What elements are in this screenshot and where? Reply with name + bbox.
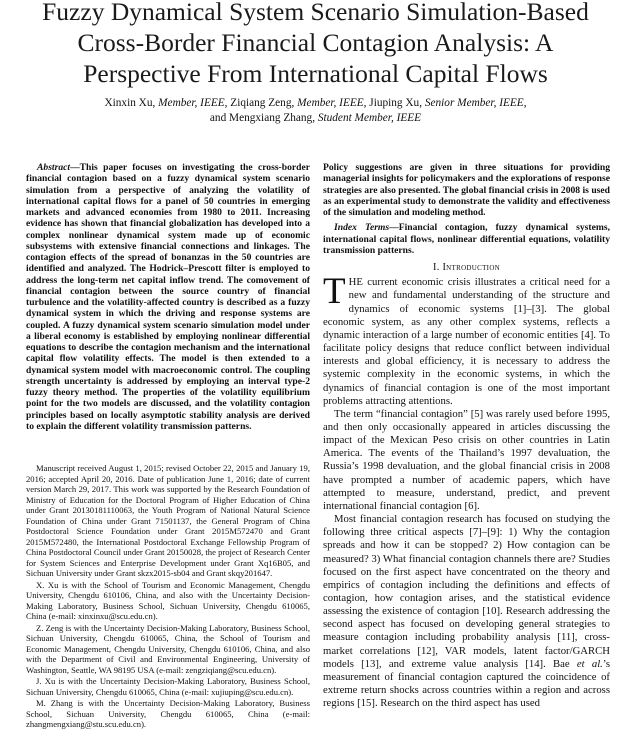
- title-line-3: Perspective From International Capital Flows: [83, 59, 548, 88]
- drop-cap: T: [323, 271, 346, 313]
- lead-word: HE: [348, 276, 363, 289]
- intro-paragraph-3-text-a: Most financial contagion research has focused on studying the following three critical aspects [7]–[9]: 1) Why the contagion spreads and how it can be stopped? 2) How contagion can be measured? 3) What financial contagion channels there are? Studies focused on the first aspect have concentrated on the theory and empirics of contagion including the definitions and effects of contagion, how contagion arises, and the statistical evidence assessing the existence of contagion [10]. Research addressing the second aspect has focused on developing general strategies to measure contagion including probability analysis [11], cross-market correlations [12], VAR models, latent factor/GARCH models [13], and extreme value analysis [14]. Bae: [323, 513, 610, 670]
- abstract-continued: Policy suggestions are given in three situations for providing managerial insights for policymakers and the explorations of response strategies are also presented. The global financial crisis in 2008 is used as an experimental study to demonstrate the validity and effectiveness of the simulation and modeling method.: [323, 162, 610, 218]
- author-line-2: [0, 111, 631, 126]
- footnote-author-2: Z. Zeng is with the Uncertainty Decision-Making Laboratory, Business School, Sichuan University, Chengdu 610065, China, the School of Tourism and Economic Management, Chengdu University, Chengdu 610106, China, and also with the Department of Civil and Environmental Engineering, University of Washington, Seattle, WA 98195 USA (e-mail: zengziqiang@scu.edu.cn).: [26, 622, 310, 675]
- author-zeng: , Ziqiang Zeng,: [224, 97, 298, 109]
- index-terms-text: —Financial contagion, fuzzy dynamical systems, international capital flows, nonlinear differential equations, volatility transmission patterns.: [323, 222, 610, 256]
- author-role: Student Member, IEEE: [317, 112, 422, 124]
- footnote-author-4: M. Zhang is with the Uncertainty Decision-Making Laboratory, Business School, Sichuan University, Chengdu 610065, China (e-mail: zhangmengxiang@stu.scu.edu.cn).: [26, 698, 310, 729]
- author-line-1: [0, 96, 631, 111]
- abstract-text: —This paper focuses on investigating the cross-border financial contagion based on a fuzzy dynamical system scenario simulation from a perspective of analyzing the volatility of international capital flows for a panel of 50 countries in emerging markets and advanced economies from 1980 to 2011. Increasing evidence has shown that financial globalization has developed into a complex nonlinear dynamical system made up of economic subsystems with extensive financial connections and linkages. The contagion effects of the spread of bonanzas in the 50 countries are identified and analyzed. The Hodrick–Prescott filter is employed to address the long-term net capital inflow trend. The comovement of financial contagion between the source country of financial turbulence and the volatility-affected country is described as a fuzzy dynamical system in which the driving and response systems are coupled. A fuzzy dynamical system scenario simulation model under a liberal economy is established by employing nonlinear differential equations to describe the contagion mechanism and the international capital flow volatility effects. The model is then extended to a dynamical system model with macroeconomic control. The coupling strength uncertainty is addressed by employing an interval type-2 fuzzy theory method. The properties of the volatility equilibrium point for the two models are discussed, and the volatility contagion principles based on locally asymptotic stability analysis are derived to explain the different volatility transmission patterns.: [26, 162, 310, 432]
- intro-paragraph-1-text: current economic crisis illustrates a critical need for a new and fundamental understanding of the structure and dynamics of economic systems [1]–[3]. The global economic system, as any other complex systems, reflects a dynamic interaction of a large number of economic entities [4]. To facilitate policy designs that reduce conflict between individual interests and global efficiency, it is necessary to address the systemic complexity in the economic systems, in which the dynamics of financial contagion is one of the most important problems attracting attentions.: [323, 276, 610, 407]
- section-heading: I. Introduction: [432, 262, 501, 273]
- author-role: Member, IEEE: [297, 97, 364, 109]
- intro-paragraph-3-emphasis: et al.: [576, 657, 603, 670]
- paper-title: [0, 0, 631, 89]
- footnote-manuscript: Manuscript received August 1, 2015; revised October 22, 2015 and January 19, 2016; accepted April 20, 2016. Date of publication June 1, 2016; date of current version March 29, 2017. This work was supported by the Research Foundation of Ministry of Education for the Doctoral Program of Higher Education of China under Grant 20130181110063, the Youth Program of National Natural Science Foundation of China under Grant 71501137, the General Program of China Postdoctoral Science Foundation under Grant 2015M572470 and Grant 2015M572480, the International Postdoctoral Exchange Fellowship Program of China Postdoctoral Council under Grant 20150028, the project of Research Center for System Sciences and Enterprise Development under Grant Xq16B05, and Sichuan University under Grant skzx2015-sb04 and Grant skqy201647.: [26, 463, 310, 578]
- author-role: Senior Member, IEEE: [424, 97, 524, 109]
- footnote-author-1: X. Xu is with the School of Tourism and Economic Management, Chengdu University, Chengdu 610106, China, and also with the Uncertainty Decision-Making Laboratory, Business School, Sichuan University, Chengdu 610065, China (e-mail: xinxinxu@scu.edu.cn).: [26, 579, 310, 621]
- intro-paragraph-2: The term “financial contagion” [5] was rarely used before 1995, and then only occasionally appeared in articles discussing the impact of the Mexican Peso crisis on other countries in Latin America. The events of the Thailand’s 1997 devaluation, the Russia’s 1998 devaluation, and the global financial crisis in 2008 have prompted a number of academic papers, which have attempted to measure, understand, predict, and prevent international financial contagion [6].: [323, 407, 610, 512]
- right-column: [323, 162, 610, 710]
- title-line-2: Cross-Border Financial Contagion Analysis: A: [77, 28, 554, 57]
- author-zhang: and Mengxiang Zhang,: [209, 112, 318, 124]
- index-terms-label: Index Terms: [334, 222, 390, 234]
- author-separator: ,: [523, 97, 527, 109]
- author-xu-xinxin: Xinxin Xu,: [104, 97, 159, 109]
- index-terms: [323, 222, 610, 256]
- footnotes: [26, 463, 310, 731]
- intro-paragraph-3: [323, 513, 610, 710]
- title-line-1: Fuzzy Dynamical System Scenario Simulation-Based: [42, 0, 589, 26]
- footnote-author-3: J. Xu is with the Uncertainty Decision-Making Laboratory, Business School, Sichuan University, Chengdu 610065, China (e-mail: xujiuping@scu.edu.cn).: [26, 676, 310, 697]
- intro-paragraph-3-text-b: ’s measurement of financial contagion captured the coincidence of extreme return shocks across countries within a region and across regions [15]. Research on the third aspect has used: [323, 657, 610, 710]
- author-xu-jiuping: , Jiuping Xu,: [363, 97, 425, 109]
- author-role: Member, IEEE: [158, 97, 225, 109]
- intro-body: [323, 271, 610, 710]
- abstract-label: Abstract: [37, 162, 71, 173]
- abstract: [26, 162, 310, 432]
- intro-paragraph-1: [323, 271, 610, 408]
- author-list: [0, 96, 631, 126]
